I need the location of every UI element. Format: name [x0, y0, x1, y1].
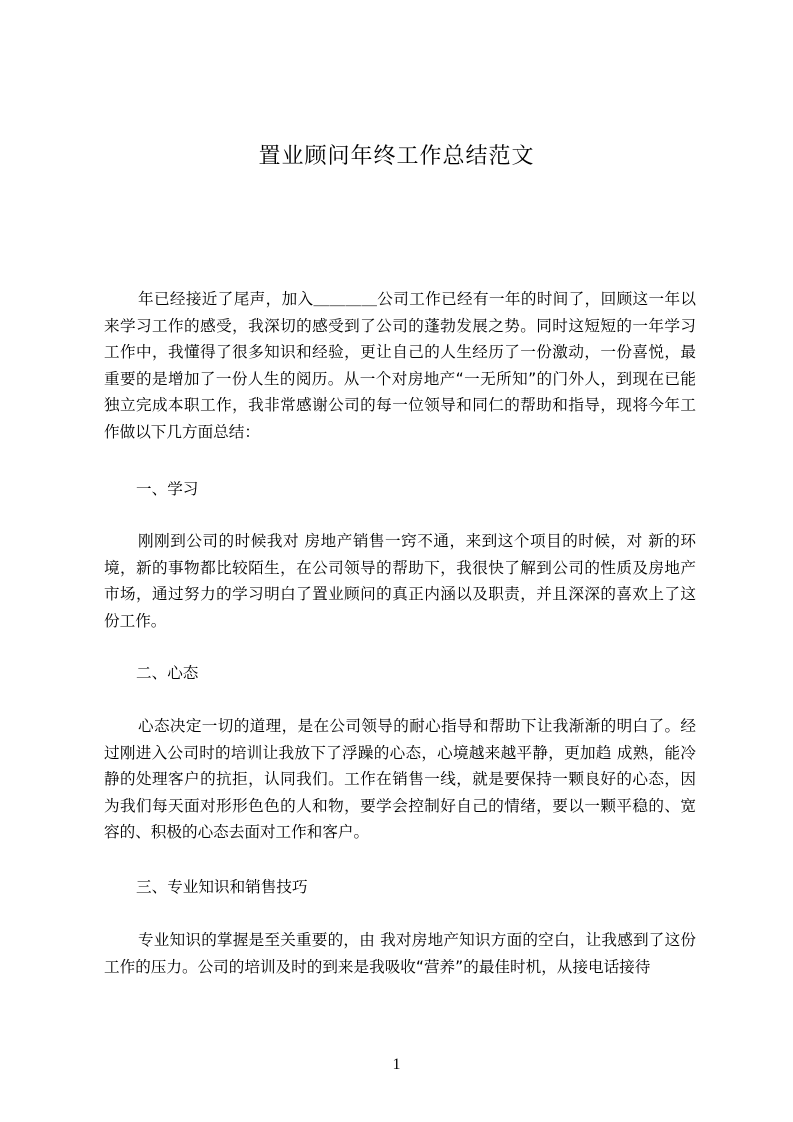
page-number: 1: [392, 1056, 401, 1073]
document-title: 置业顾问年终工作总结范文: [258, 144, 535, 169]
section-body-knowledge: 专业知识的掌握是至关重要的，由 我对房地产知识方面的空白，让我感到了这份工作的压力。公司的培训及时的到来是我吸收“营养”的最佳时机，从接电话接待: [104, 931, 696, 976]
intro-paragraph: 年已经接近了尾声，加入＿＿＿＿公司工作已经有一年的时间了，回顾这一年以来学习工作的感受，我深切的感受到了公司的蓬勃发展之势。同时这短短的一年学习工作中，我懂得了很多知识和经验，更让自己的人生经历了一份激动，一份喜悦，最重要的是增加了一份人生的阅历。从一个对房地产“一无所知”的门外人，到现在已能独立完成本职工作，我非常感谢公司的每一位领导和同仁的帮助和指导，现将今年工作做以下几方面总结：: [104, 290, 696, 441]
section-heading-study: 一、学习: [136, 480, 199, 498]
section-heading-mindset: 二、心态: [136, 664, 199, 682]
section-heading-knowledge: 三、专业知识和销售技巧: [136, 878, 308, 896]
section-body-study: 刚刚到公司的时候我对 房地产销售一窍不通，来到这个项目的时候，对 新的环境，新的事物都比较陌生，在公司领导的帮助下，我很快了解到公司的性质及房地产市场，通过努力的学习明白了置业顾问的真正内涵以及职责，并且深深的喜欢上了这份工作。: [104, 532, 696, 630]
section-body-mindset: 心态决定一切的道理，是在公司领导的耐心指导和帮助下让我渐渐的明白了。经过刚进入公司时的培训让我放下了浮躁的心态，心境越来越平静，更加趋 成熟，能冷静的处理客户的抗拒，认同我们。工作在销售一线，就是要保持一颗良好的心态，因为我们每天面对形形色色的人和物，要学会控制好自己的情绪，要以一颗平稳的、宽容的、积极的心态去面对工作和客户。: [104, 717, 696, 841]
